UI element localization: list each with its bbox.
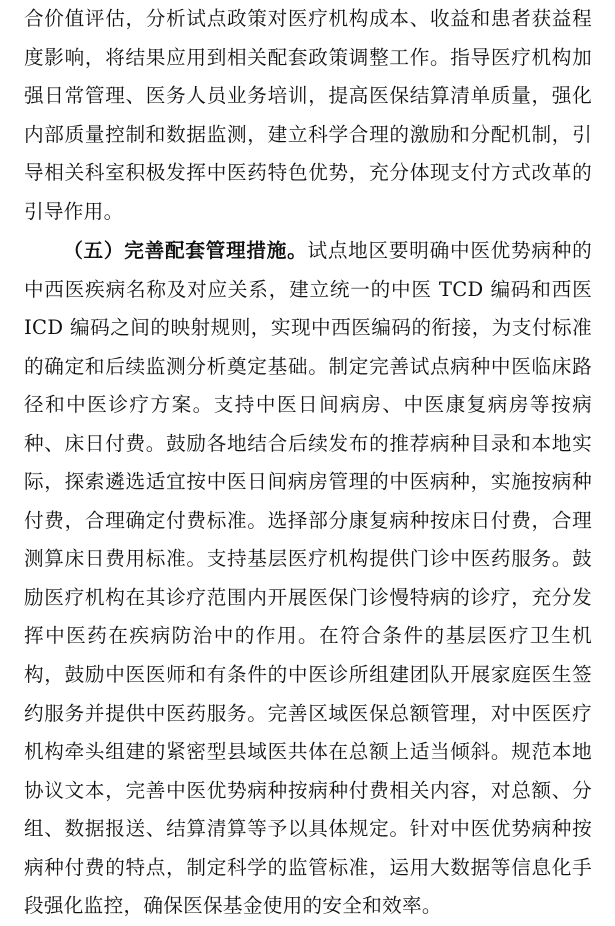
paragraph-evaluation: 合价值评估，分析试点政策对医疗机构成本、收益和患者获益程度影响，将结果应用到相关配套政策调整工作。指导医疗机构加强日常管理、医务人员业务培训，提高医保结算清单质量，强化内部质量控制和数据监测，建立科学合理的激励和分配机制，引导相关科室积极发挥中医药特色优势，充分体现支付方式改革的引导作用。 — [24, 7, 592, 223]
paragraph-section-5 — [24, 232, 592, 926]
section-5-body: 试点地区要明确中医优势病种的中西医疾病名称及对应关系，建立统一的中医 TCD 编码和西医 ICD 编码之间的映射规则，实现中西医编码的衔接，为支付标准的确定和后续监测分析奠定基础。制定完善试点病种中医临床路径和中医诊疗方案。支持中医日间病房、中医康复病房等按病种、床日付费。鼓励各地结合后续发布的推荐病种目录和本地实际，探索遴选适宜按中医日间病房管理的中医病种，实施按病种付费，合理确定付费标准。选择部分康复病种按床日付费，合理测算床日费用标准。支持基层医疗机构提供门诊中医药服务。鼓励医疗机构在其诊疗范围内开展医保门诊慢特病的诊疗，充分发挥中医药在疾病防治中的作用。在符合条件的基层医疗卫生机构，鼓励中医医师和有条件的中医诊所组建团队开展家庭医生签约服务并提供中医药服务。完善区域医保总额管理，对中医医疗机构牵头组建的紧密型县域医共体在总额上适当倾斜。规范本地协议文本，完善中医优势病种按病种付费相关内容，对总额、分组、数据报送、结算清算等予以具体规定。针对中医优势病种按病种付费的特点，制定科学的监管标准，运用大数据等信息化手段强化监控，确保医保基金使用的安全和效率。 — [24, 239, 592, 918]
section-5-heading: （五）完善配套管理措施。 — [63, 239, 308, 262]
